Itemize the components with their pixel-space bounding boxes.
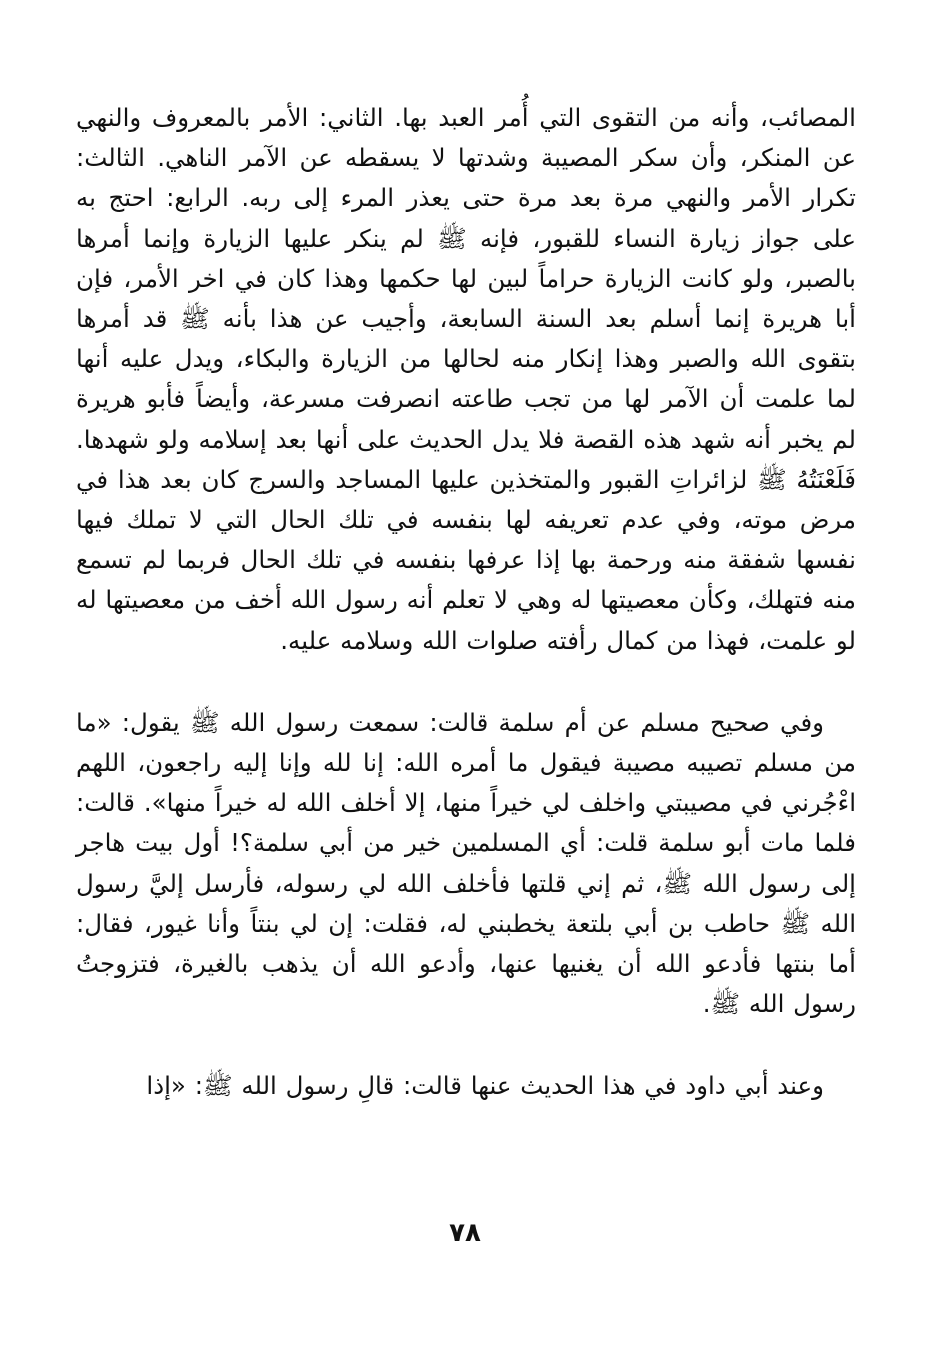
paragraph-abu-dawud: وعند أبي داود في هذا الحديث عنها قالت: قالِ رسول الله ﷺ: «إذا [146,1071,824,1101]
paragraph-commentary: المصائب، وأنه من التقوى التي أُمر العبد بها. الثاني: الأمر بالمعروف والنهي عن المنكر، وأن سكر المصيبة وشدتها لا يسقطه عن الآمر الناهي. الثالث: تكرار الأمر والنهي مرة بعد مرة حتى يعذر المرء إلى ربه. الرابع: احتج به على جواز زيارة النساء للقبور، فإنه ﷺ لم ينكر عليها الزيارة وإنما أمرها بالصبر، ولو كانت الزيارة حراماً لبين لها حكمها وهذا كان في اخر الأمر، فإن أبا هريرة إنما أسلم بعد السنة السابعة، وأجيب عن هذا بأنه ﷺ قد أمرها بتقوى الله والصبر وهذا إنكار منه لحالها من الزيارة والبكاء، ويدل عليه أنها لما علمت أن الآمر لها من تجب طاعته انصرفت مسرعة، وأيضاً فأبو هريرة لم يخبر أنه شهد هذه القصة فلا يدل الحديث على أنها بعد إسلامه ولو شهدها. فَلَعْنَتُهُ ﷺ لزائراتِ القبور والمتخذين عليها المساجد والسرج كان بعد هذا في مرض موته، وفي عدم تعريفه لها بنفسه في تلك الحال التي لا تملك فيها نفسها شفقة منه ورحمة بها إذا عرفها بنفسه في تلك الحال فربما لم تسمع منه فتهلك، وكأن معصيتها له وهي لا تعلم أنه رسول الله أخف من معصيتها له لو علمت، فهذا من كمال رأفته صلوات الله وسلامه عليه. [76,103,856,655]
page-number: ٧٨ [449,1218,481,1248]
paragraph-hadith-umm-salama: وفي صحيح مسلم عن أم سلمة قالت: سمعت رسول الله ﷺ يقول: «ما من مسلم تصيبه مصيبة فيقول ما أمره الله: إنا لله وإنا إليه راجعون، اللهم اءْجُرني في مصيبتي واخلف لي خيراً منها، إلا أخلف الله له خيراً منها». قالت: فلما مات أبو سلمة قلت: أي المسلمين خير من أبي سلمة؟! أول بيت هاجر إلى رسول الله ﷺ، ثم إني قلتها فأخلف الله لي رسوله، فأرسل إليَّ رسول الله ﷺ حاطب بن أبي بلتعة يخطبني له، فقلت: إن لي بنتاً وأنا غيور، فقال: أما بنتها فأدعو الله أن يغنيها عنها، وأدعو الله أن يذهب بالغيرة، فتزوجتُ رسول الله ﷺ. [76,707,856,1019]
document-page [76,98,856,1366]
